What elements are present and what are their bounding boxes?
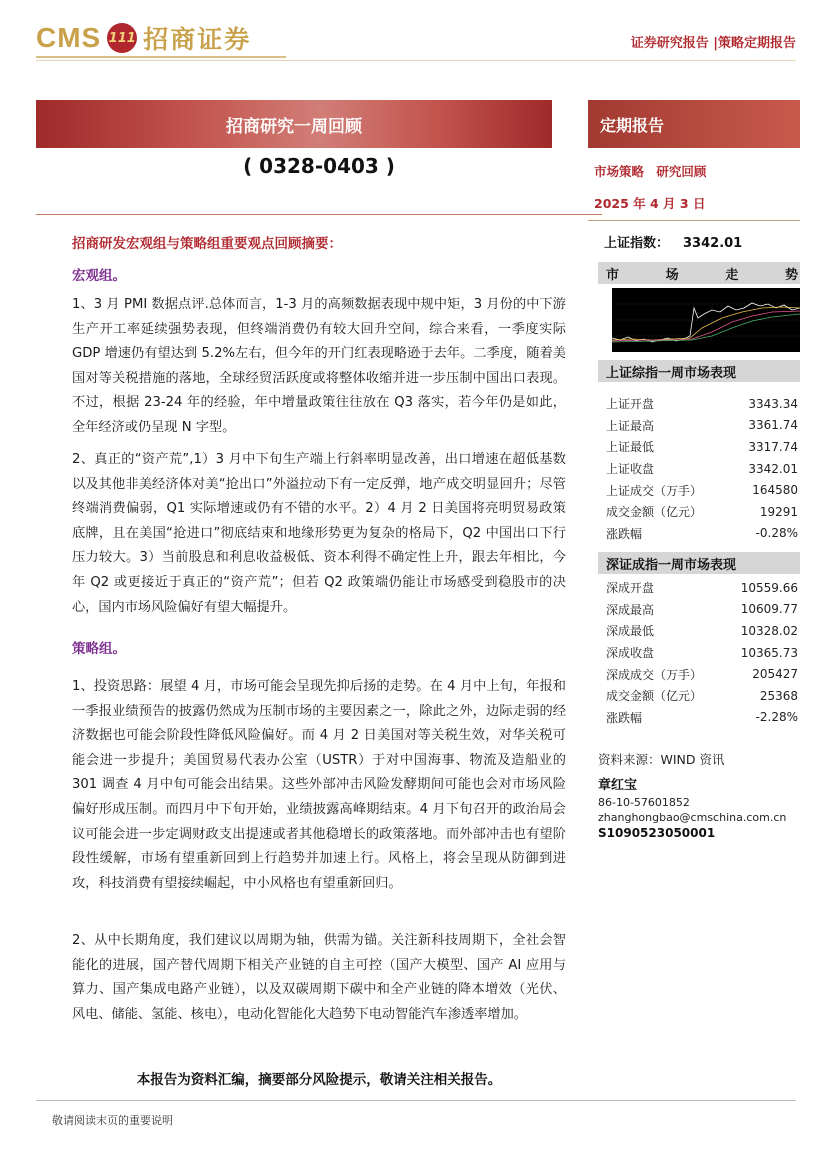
sidebar-divider — [588, 220, 800, 221]
row-value: 10609.77 — [740, 602, 798, 617]
table-row — [598, 620, 800, 642]
logo-underline — [36, 56, 286, 58]
macro-heading: 宏观组。 — [72, 268, 126, 284]
index-label: 上证指数： — [604, 236, 670, 251]
sh-index-section-header — [598, 360, 800, 382]
table-row — [598, 458, 800, 480]
logo-chinese-name: 招商证券 — [143, 25, 252, 54]
report-type-banner — [588, 100, 800, 148]
row-value: 3343.34 — [748, 396, 798, 411]
row-label: 上证收盘 — [606, 462, 655, 477]
table-row — [598, 479, 800, 501]
row-label: 深成最低 — [606, 624, 655, 639]
row-value: 10365.73 — [740, 645, 798, 660]
table-row — [598, 685, 800, 707]
trend-char: 走 — [725, 267, 739, 283]
row-label: 深成收盘 — [606, 646, 655, 661]
logo-cms-text: CMS — [36, 22, 102, 53]
table-row — [598, 663, 800, 685]
strategy-heading: 策略组。 — [72, 641, 126, 657]
row-value: -2.28% — [755, 710, 798, 725]
row-label: 深成最高 — [606, 602, 655, 617]
table-row — [598, 501, 800, 523]
strategy-paragraph-1: 1、投资思路：展望 4 月，市场可能会呈现先抑后扬的走势。在 4 月中上旬，年报和一季报业绩预告的披露仍然成为压制市场的主要因素之一，除此之外，边际走弱的经济数据也可能会阶段性降低风险偏好。而 4 月 2 日美国对等关税生效，对华关税可能会进一步提升；美国贸易代表办公室（USTR）于对中国海事、物流及造船业的 301 调查 4 月中旬可能会出结果。这些外部冲击风险发酵期间可能也会对市场风险偏好形成压制。而四月中下旬开始，业绩披露高峰期结束。4 月下旬召开的政治局会议可能会进一步定调财政支出提速或者其他稳增长的政策落地。而外部冲击也有望阶段性缓解，市场有望重新回到上行趋势并加速上行。风格上，将会呈现从防御到进攻，科技消费有望接续崛起，中小风格也有望重新回归。 — [72, 679, 566, 891]
macro-paragraph-2: 2、真正的“资产荒”,1）3 月中下旬生产端上行斜率明显改善，出口增速在超低基数以及其他非美经济体对美“抢出口”外溢拉动下有一定反弹，地产成交明显回升；尽管终端消费偏弱，Q1 实际增速或仍有不错的水平。2）4 月 2 日美国将亮明贸易政策底牌，且在美国“抢进口”彻底结束和地缘形势更为复杂的格局下，Q2 中国出口下行压力较大。3）当前股息和利息收益极低、资本利得不确定性上升，跟去年相比，今年 Q2 或更接近于真正的“资产荒”；但若 Q2 政策端仍能让市场感受到稳股市的决心，国内市场风险偏好有望大幅提升。 — [72, 452, 566, 615]
trend-char: 势 — [784, 267, 798, 283]
sz-index-table — [598, 577, 800, 728]
data-source: 资料来源：WIND 资讯 — [598, 752, 725, 767]
table-row — [598, 415, 800, 437]
analyst-certificate: S1090523050001 — [598, 826, 716, 840]
trend-char: 场 — [665, 267, 679, 283]
row-label: 深成成交（万手） — [606, 667, 703, 682]
row-label: 成交金额（亿元） — [606, 505, 703, 520]
report-type: 定期报告 — [600, 115, 665, 135]
index-value: 3342.01 — [683, 236, 743, 251]
table-row — [598, 393, 800, 415]
sz-index-title: 深证成指一周市场表现 — [606, 557, 737, 573]
analyst-phone: 86-10-57601852 — [598, 796, 690, 809]
analyst-email[interactable]: zhanghongbao@cmschina.com.cn — [598, 811, 787, 824]
footer-note: 敬请阅读末页的重要说明 — [52, 1114, 173, 1127]
index-line — [604, 232, 742, 251]
sh-index-table — [598, 393, 800, 544]
summary-heading: 招商研发宏观组与策略组重要观点回顾摘要： — [72, 236, 342, 252]
row-value: 10328.02 — [740, 623, 798, 638]
trend-chart-svg — [612, 288, 800, 352]
row-label: 上证最高 — [606, 418, 655, 433]
row-value: 25368 — [759, 688, 798, 703]
table-row — [598, 436, 800, 458]
strategy-paragraph-2: 2、从中长期角度，我们建议以周期为轴，供需为锚。关注新科技周期下，全社会智能化的进展，国产替代周期下相关产业链的自主可控（国产大模型、国产 AI 应用与算力、国产集成电路产业链），以及双碳周期下碳中和全产业链的降本增效（光伏、风电、储能、氢能、核电），电动化智能化大趋势下电动智能汽车渗透率增加。 — [72, 933, 566, 1022]
trend-char: 市 — [606, 267, 620, 283]
row-value: 10559.66 — [740, 580, 798, 595]
row-value: 3361.74 — [748, 418, 798, 433]
market-trend-header — [598, 262, 800, 284]
sz-index-section-header — [598, 552, 800, 574]
row-value: 19291 — [759, 504, 798, 519]
row-value: 3342.01 — [748, 461, 798, 476]
row-value: -0.28% — [755, 526, 798, 541]
header-divider — [36, 60, 796, 61]
footer-divider — [36, 1100, 796, 1101]
title-divider — [36, 214, 602, 215]
company-logo — [36, 20, 251, 56]
report-category: 证券研究报告 |策略定期报告 — [630, 36, 796, 51]
report-title: 招商研究一周回顾 — [226, 116, 362, 137]
row-label: 涨跌幅 — [606, 710, 643, 725]
row-value: 205427 — [752, 667, 798, 682]
row-label: 涨跌幅 — [606, 526, 643, 541]
trend-line-ma-green — [612, 314, 800, 342]
report-tags: 市场策略 研究回顾 — [594, 164, 707, 179]
row-label: 上证开盘 — [606, 397, 655, 412]
disclaimer: 本报告为资料汇编，摘要部分风险提示，敬请关注相关报告。 — [136, 1072, 502, 1088]
logo-emblem-icon: 111 — [107, 23, 137, 53]
market-trend-chart — [612, 288, 800, 352]
analyst-name: 章红宝 — [598, 778, 638, 793]
table-row — [598, 642, 800, 664]
sh-index-title: 上证综指一周市场表现 — [606, 365, 737, 381]
row-label: 深成开盘 — [606, 581, 655, 596]
row-value: 164580 — [752, 483, 798, 498]
row-label: 上证成交（万手） — [606, 483, 703, 498]
row-label: 上证最低 — [606, 440, 655, 455]
table-row — [598, 599, 800, 621]
macro-paragraph-1: 1、3 月 PMI 数据点评.总体而言，1-3 月的高频数据表现中规中矩，3 月份的中下游生产开工率延续强势表现，但终端消费仍有较大回升空间，综合来看，一季度实际 GDP 增速仍有望达到 5.2%左右，但今年的开门红表现略逊于去年。二季度，随着美国对等关税措施的落地，全球经贸活跃度或将整体收缩并进一步压制中国出口表现。不过，根据 23-24 年的经验，年中增量政策往往放在 Q3 落实，若今年仍是如此，全年经济或仍呈现 N 字型。 — [72, 297, 566, 435]
date-range: ( 0328-0403 ) — [243, 154, 395, 178]
row-label: 成交金额（亿元） — [606, 689, 703, 704]
report-title-banner — [36, 100, 552, 148]
table-row — [598, 707, 800, 729]
table-row — [598, 577, 800, 599]
row-value: 3317.74 — [748, 439, 798, 454]
table-row — [598, 523, 800, 545]
report-date: 2025 年 4 月 3 日 — [594, 196, 706, 211]
